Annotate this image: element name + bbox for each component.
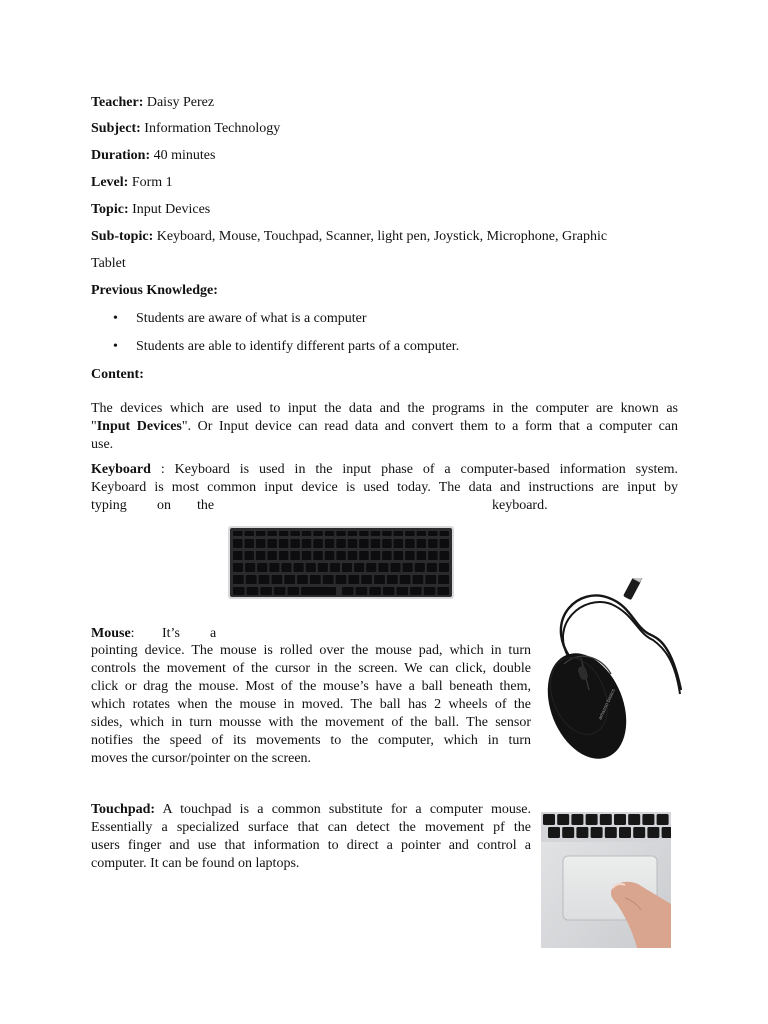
level-value: Form 1	[131, 175, 173, 190]
keyboard-key	[371, 551, 381, 560]
keyboard-line-3-the: the	[197, 498, 215, 513]
keyboard-key	[274, 587, 286, 595]
laptop-key	[557, 814, 569, 825]
keyboard-key	[413, 575, 424, 584]
keyboard-key	[269, 563, 279, 572]
keyboard-key	[417, 551, 427, 560]
keyboard-key	[371, 531, 381, 536]
keyboard-key	[348, 531, 358, 536]
laptop-key	[562, 827, 574, 838]
laptop-key	[647, 827, 659, 838]
keyboard-key	[297, 575, 308, 584]
laptop-key	[586, 814, 598, 825]
keyboard-key	[336, 551, 346, 560]
keyboard-key	[245, 551, 255, 560]
keyboard-key	[428, 551, 438, 560]
keyboard-key	[233, 539, 243, 548]
level-line	[91, 174, 173, 192]
keyboard-line-3-left: typing	[91, 498, 127, 513]
laptop-key	[662, 827, 671, 838]
mouse-image	[539, 578, 682, 762]
touchpad-line: users finger and use that information to direct a pointer and control a	[91, 838, 531, 853]
intro-paragraph	[91, 400, 678, 454]
keyboard-key	[302, 551, 312, 560]
keyboard-key	[417, 531, 427, 536]
keyboard-key	[245, 563, 255, 572]
mouse-last-line: moves the cursor/pointer on the screen.	[91, 751, 312, 766]
keyboard-key	[288, 587, 300, 595]
keyboard-key	[310, 575, 321, 584]
laptop-key	[600, 814, 612, 825]
laptop-key	[628, 814, 640, 825]
laptop-key	[605, 827, 617, 838]
keyboard-key	[405, 551, 415, 560]
keyboard-key	[415, 563, 425, 572]
mouse-word-a: a	[210, 626, 217, 641]
mouse-line: which rotates when the mouse in moved. The ball has 2 wheels of the	[91, 697, 531, 712]
keyboard-key	[356, 587, 368, 595]
keyboard-key	[374, 575, 385, 584]
keyboard-key	[424, 587, 436, 595]
keyboard-key	[256, 531, 266, 536]
input-devices-term: Input Devices	[96, 419, 182, 434]
mouse-word-its: It’s	[162, 626, 180, 641]
touchpad-line-1-text: A touchpad is a common substitute for a computer mouse.	[162, 802, 531, 817]
keyboard-key	[336, 531, 346, 536]
subtopic-value: Keyboard, Mouse, Touchpad, Scanner, light pen, Joystick, Microphone, Graphic	[156, 229, 608, 244]
intro-line-2	[91, 418, 678, 436]
mouse-term-line	[91, 625, 135, 643]
topic-line	[91, 201, 210, 219]
keyboard-key	[397, 587, 409, 595]
keyboard-key	[233, 587, 245, 595]
keyboard-key	[405, 539, 415, 548]
keyboard-line-1	[91, 461, 678, 479]
keyboard-key	[428, 531, 438, 536]
bullet-icon: •	[113, 311, 118, 326]
keyboard-key	[403, 563, 413, 572]
laptop-key	[571, 814, 583, 825]
keyboard-key	[233, 531, 243, 536]
laptop-key	[576, 827, 588, 838]
content-label: Content:	[91, 367, 144, 382]
list-item: Students are aware of what is a computer	[136, 311, 367, 326]
keyboard-line-1-text: : Keyboard is used in the input phase of a computer-based information system.	[160, 462, 679, 477]
keyboard-key	[302, 539, 312, 548]
keyboard-key	[325, 531, 335, 536]
keyboard-key	[342, 563, 352, 572]
subject-line	[91, 120, 280, 138]
mouse-paragraph	[91, 642, 531, 768]
teacher-value: Daisy Perez	[146, 95, 215, 110]
subtopic-label: Sub-topic:	[91, 229, 154, 244]
laptop-key	[657, 814, 669, 825]
keyboard-key	[279, 531, 289, 536]
touchpad-last-line: computer. It can be found on laptops.	[91, 856, 300, 871]
touchpad-paragraph	[91, 801, 531, 873]
keyboard-key	[281, 563, 291, 572]
keyboard-key	[383, 587, 395, 595]
keyboard-key	[323, 575, 334, 584]
keyboard-key	[387, 575, 398, 584]
subject-value: Information Technology	[144, 121, 281, 136]
keyboard-key	[272, 575, 283, 584]
keyboard-key	[279, 551, 289, 560]
keyboard-key	[318, 563, 328, 572]
keyboard-term: Keyboard	[91, 462, 151, 477]
keyboard-key	[257, 563, 267, 572]
touchpad-icon	[541, 812, 671, 948]
mouse-line: pointing device. The mouse is rolled over the mouse pad, which in turn	[91, 643, 531, 658]
keyboard-key	[313, 551, 323, 560]
keyboard-key	[325, 539, 335, 548]
keyboard-key	[390, 563, 400, 572]
keyboard-key	[359, 531, 369, 536]
duration-label: Duration:	[91, 148, 151, 163]
keyboard-key	[336, 539, 346, 548]
touchpad-term: Touchpad:	[91, 802, 156, 817]
keyboard-key	[246, 575, 257, 584]
keyboard-icon	[228, 526, 454, 599]
keyboard-key	[382, 539, 392, 548]
keyboard-key	[259, 575, 270, 584]
laptop-key	[633, 827, 645, 838]
keyboard-key	[348, 551, 358, 560]
keyboard-key	[410, 587, 422, 595]
keyboard-key	[290, 551, 300, 560]
keyboard-key	[267, 539, 277, 548]
laptop-key	[591, 827, 603, 838]
mouse-icon	[539, 578, 682, 762]
keyboard-key	[359, 539, 369, 548]
laptop-key	[619, 827, 631, 838]
keyboard-key	[256, 551, 266, 560]
previous-knowledge-label: Previous Knowledge:	[91, 283, 218, 298]
keyboard-key	[279, 539, 289, 548]
keyboard-key	[348, 539, 358, 548]
duration-line	[91, 147, 215, 165]
keyboard-key	[354, 563, 364, 572]
keyboard-key	[427, 563, 437, 572]
keyboard-key	[440, 531, 450, 536]
mouse-logo-text: amazon basics	[597, 688, 617, 721]
keyboard-key	[336, 575, 347, 584]
keyboard-key	[394, 551, 404, 560]
bullet-icon: •	[113, 339, 118, 354]
keyboard-key	[439, 563, 449, 572]
keyboard-key	[245, 531, 255, 536]
keyboard-key	[245, 539, 255, 548]
keyboard-key	[417, 539, 427, 548]
keyboard-key	[301, 587, 336, 595]
teacher-line	[91, 94, 214, 112]
subtopic-line	[91, 228, 607, 246]
keyboard-key	[330, 563, 340, 572]
mouse-line: click or drag the mouse. Most of the mouse’s have a ball beneath them,	[91, 679, 531, 694]
keyboard-line-3-on: on	[157, 498, 171, 513]
keyboard-key	[325, 551, 335, 560]
keyboard-key	[247, 587, 259, 595]
keyboard-key	[233, 575, 244, 584]
mouse-line: controls the movement of the cursor in the screen. We can click, double	[91, 661, 531, 676]
keyboard-key	[400, 575, 411, 584]
keyboard-key	[378, 563, 388, 572]
mouse-line: sides, which in turn mousse with the movement of the ball. The sensor	[91, 715, 531, 730]
subject-label: Subject:	[91, 121, 141, 136]
keyboard-line-2: Keyboard is most common input device is used today. The data and instructions are input by	[91, 480, 678, 495]
keyboard-key	[290, 531, 300, 536]
keyboard-key	[366, 563, 376, 572]
keyboard-key	[359, 551, 369, 560]
touchpad-line-1	[91, 801, 531, 819]
keyboard-key	[267, 551, 277, 560]
topic-label: Topic:	[91, 202, 129, 217]
previous-knowledge-heading	[91, 282, 218, 300]
keyboard-key	[405, 531, 415, 536]
keyboard-key	[294, 563, 304, 572]
keyboard-key	[348, 575, 359, 584]
keyboard-key	[290, 539, 300, 548]
keyboard-image	[228, 526, 454, 599]
keyboard-key	[437, 587, 449, 595]
mouse-colon: :	[130, 626, 135, 641]
keyboard-key	[394, 531, 404, 536]
laptop-key	[548, 827, 560, 838]
keyboard-key	[361, 575, 372, 584]
topic-value: Input Devices	[132, 202, 211, 217]
keyboard-key	[342, 587, 354, 595]
keyboard-key	[428, 539, 438, 548]
keyboard-key	[438, 575, 449, 584]
laptop-key	[614, 814, 626, 825]
intro-line-3: use.	[91, 437, 114, 452]
keyboard-key	[306, 563, 316, 572]
keyboard-key	[394, 539, 404, 548]
keyboard-key	[382, 531, 392, 536]
keyboard-line-3-right: keyboard.	[492, 498, 548, 513]
keyboard-key	[440, 551, 450, 560]
keyboard-key	[313, 539, 323, 548]
keyboard-key	[233, 551, 243, 560]
subtopic-value-continued: Tablet	[91, 256, 126, 271]
keyboard-key	[260, 587, 272, 595]
content-heading	[91, 366, 144, 384]
keyboard-key	[284, 575, 295, 584]
keyboard-paragraph	[91, 461, 678, 497]
keyboard-key	[369, 587, 381, 595]
intro-line-2-rest: ". Or Input device can read data and convert them to a form that a computer can	[181, 419, 678, 434]
mouse-line: notifies the speed of its movements to the computer, which in turn	[91, 733, 531, 748]
intro-line-1: The devices which are used to input the data and the programs in the computer are known as	[91, 401, 678, 416]
keyboard-key	[233, 563, 243, 572]
keyboard-key	[371, 539, 381, 548]
keyboard-key	[313, 531, 323, 536]
list-item: Students are able to identify different parts of a computer.	[136, 339, 460, 354]
quote-open: "	[91, 419, 97, 434]
touchpad-image	[541, 812, 671, 948]
keyboard-key	[302, 531, 312, 536]
mouse-term: Mouse	[91, 626, 131, 641]
level-label: Level:	[91, 175, 129, 190]
laptop-key	[543, 814, 555, 825]
keyboard-key	[256, 539, 266, 548]
subtopic-line-2	[91, 255, 126, 273]
keyboard-key	[382, 551, 392, 560]
touchpad-line: Essentially a specialized surface that can detect the movement pf the	[91, 820, 531, 835]
teacher-label: Teacher:	[91, 95, 144, 110]
duration-value: 40 minutes	[153, 148, 216, 163]
keyboard-key	[267, 531, 277, 536]
keyboard-key	[425, 575, 436, 584]
laptop-key	[642, 814, 654, 825]
keyboard-key	[440, 539, 450, 548]
